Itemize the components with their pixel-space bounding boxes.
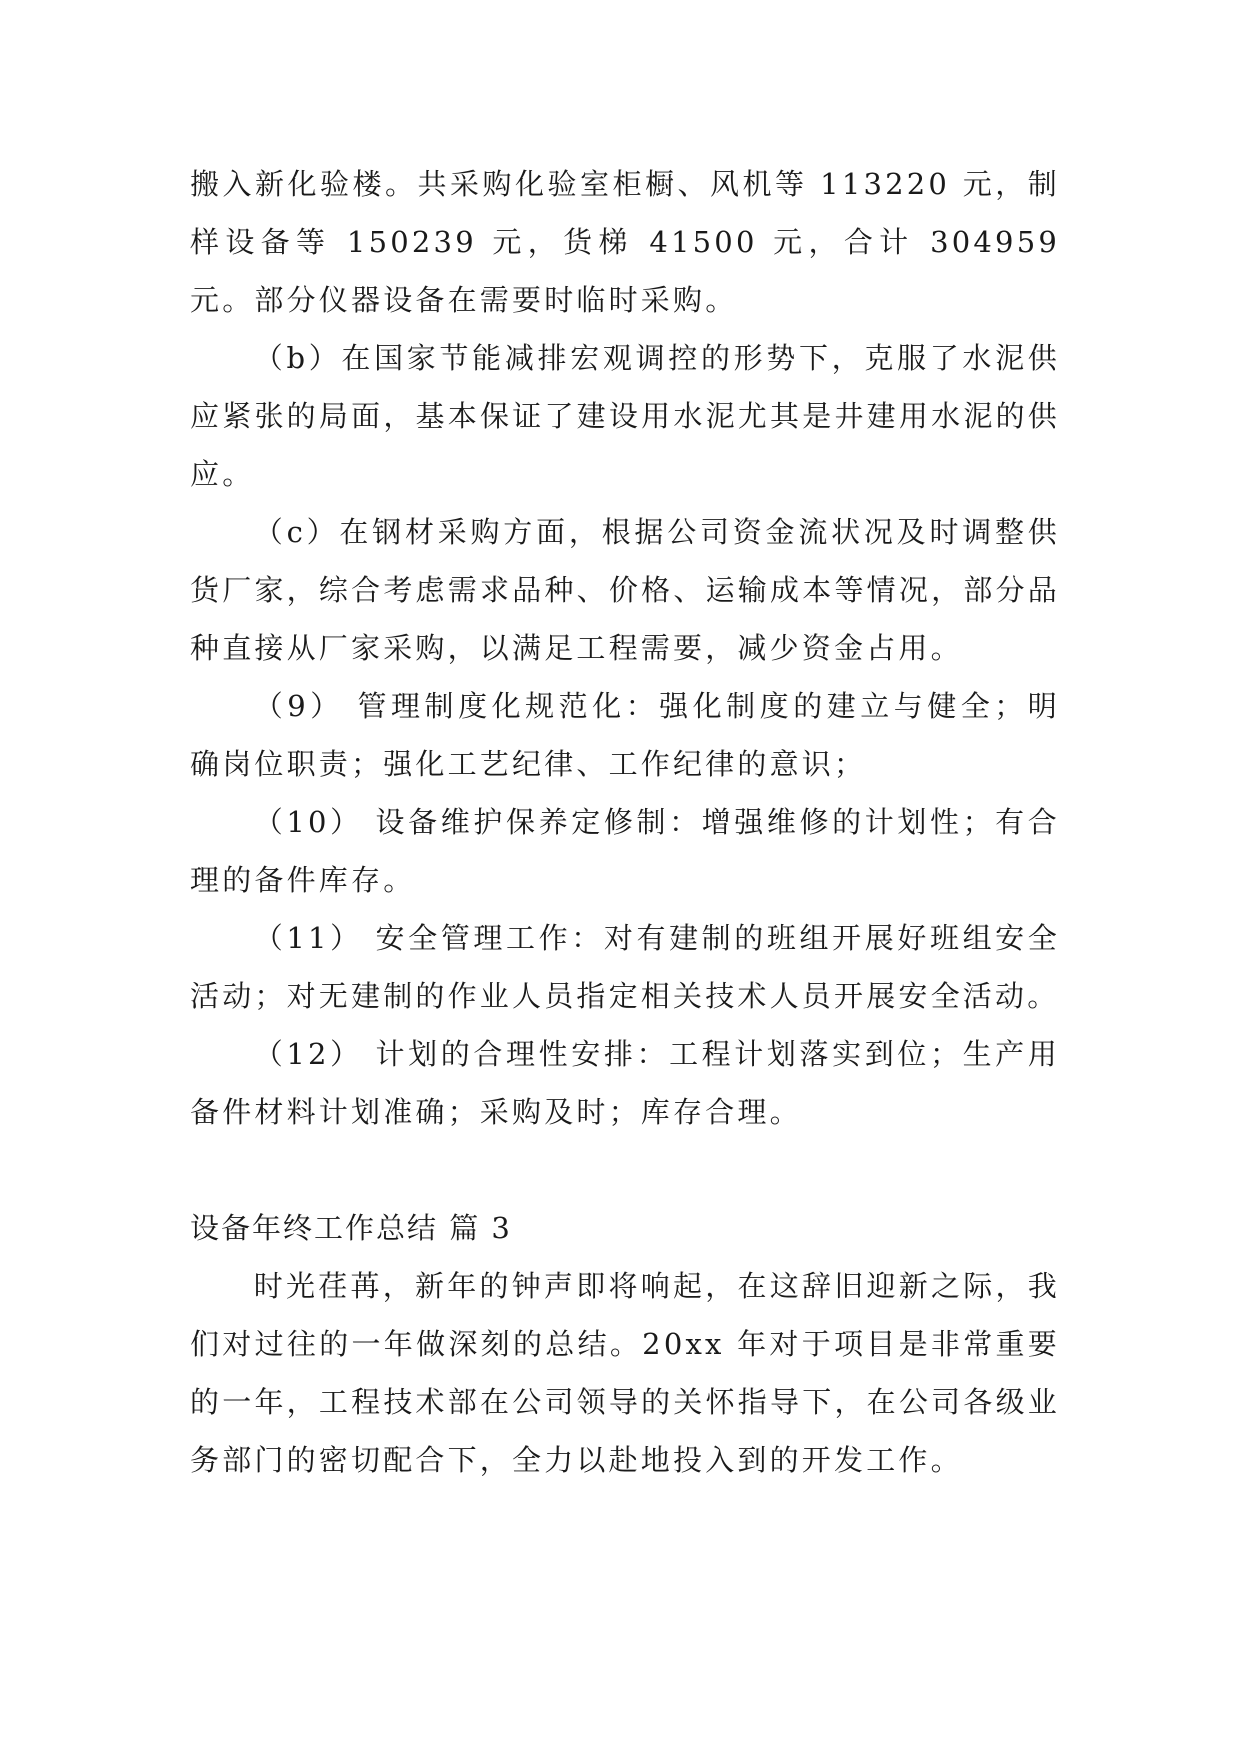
paragraph-item-11: （11） 安全管理工作：对有建制的班组开展好班组安全活动；对无建制的作业人员指定相关技术人员开展安全活动。 [190, 921, 1060, 1013]
paragraph-item-9: （9） 管理制度化规范化：强化制度的建立与健全；明确岗位职责；强化工艺纪律、工作纪律的意识； [190, 689, 1060, 781]
paragraph-item-b: （b）在国家节能减排宏观调控的形势下，克服了水泥供应紧张的局面，基本保证了建设用水泥尤其是井建用水泥的供应。 [190, 341, 1060, 491]
paragraph-section3-intro: 时光荏苒，新年的钟声即将响起，在这辞旧迎新之际，我们对过往的一年做深刻的总结。20xx 年对于项目是非常重要的一年，工程技术部在公司领导的关怀指导下，在公司各级业务部门的密切配合下，全力以赴地投入到的开发工作。 [190, 1269, 1060, 1477]
paragraph-item-c: （c）在钢材采购方面，根据公司资金流状况及时调整供货厂家，综合考虑需求品种、价格、运输成本等情况，部分品种直接从厂家采购，以满足工程需要，减少资金占用。 [190, 515, 1060, 665]
paragraph-item-10: （10） 设备维护保养定修制：增强维修的计划性；有合理的备件库存。 [190, 805, 1060, 897]
paragraph-item-12: （12） 计划的合理性安排：工程计划落实到位；生产用备件材料计划准确；采购及时；库存合理。 [190, 1037, 1060, 1129]
document-body [190, 155, 1060, 1489]
paragraph-procurement-continued: 搬入新化验楼。共采购化验室柜橱、风机等 113220 元，制样设备等 150239 元，货梯 41500 元，合计 304959 元。部分仪器设备在需要时临时采购。 [190, 167, 1060, 317]
section-title: 设备年终工作总结 篇 3 [190, 1211, 512, 1245]
